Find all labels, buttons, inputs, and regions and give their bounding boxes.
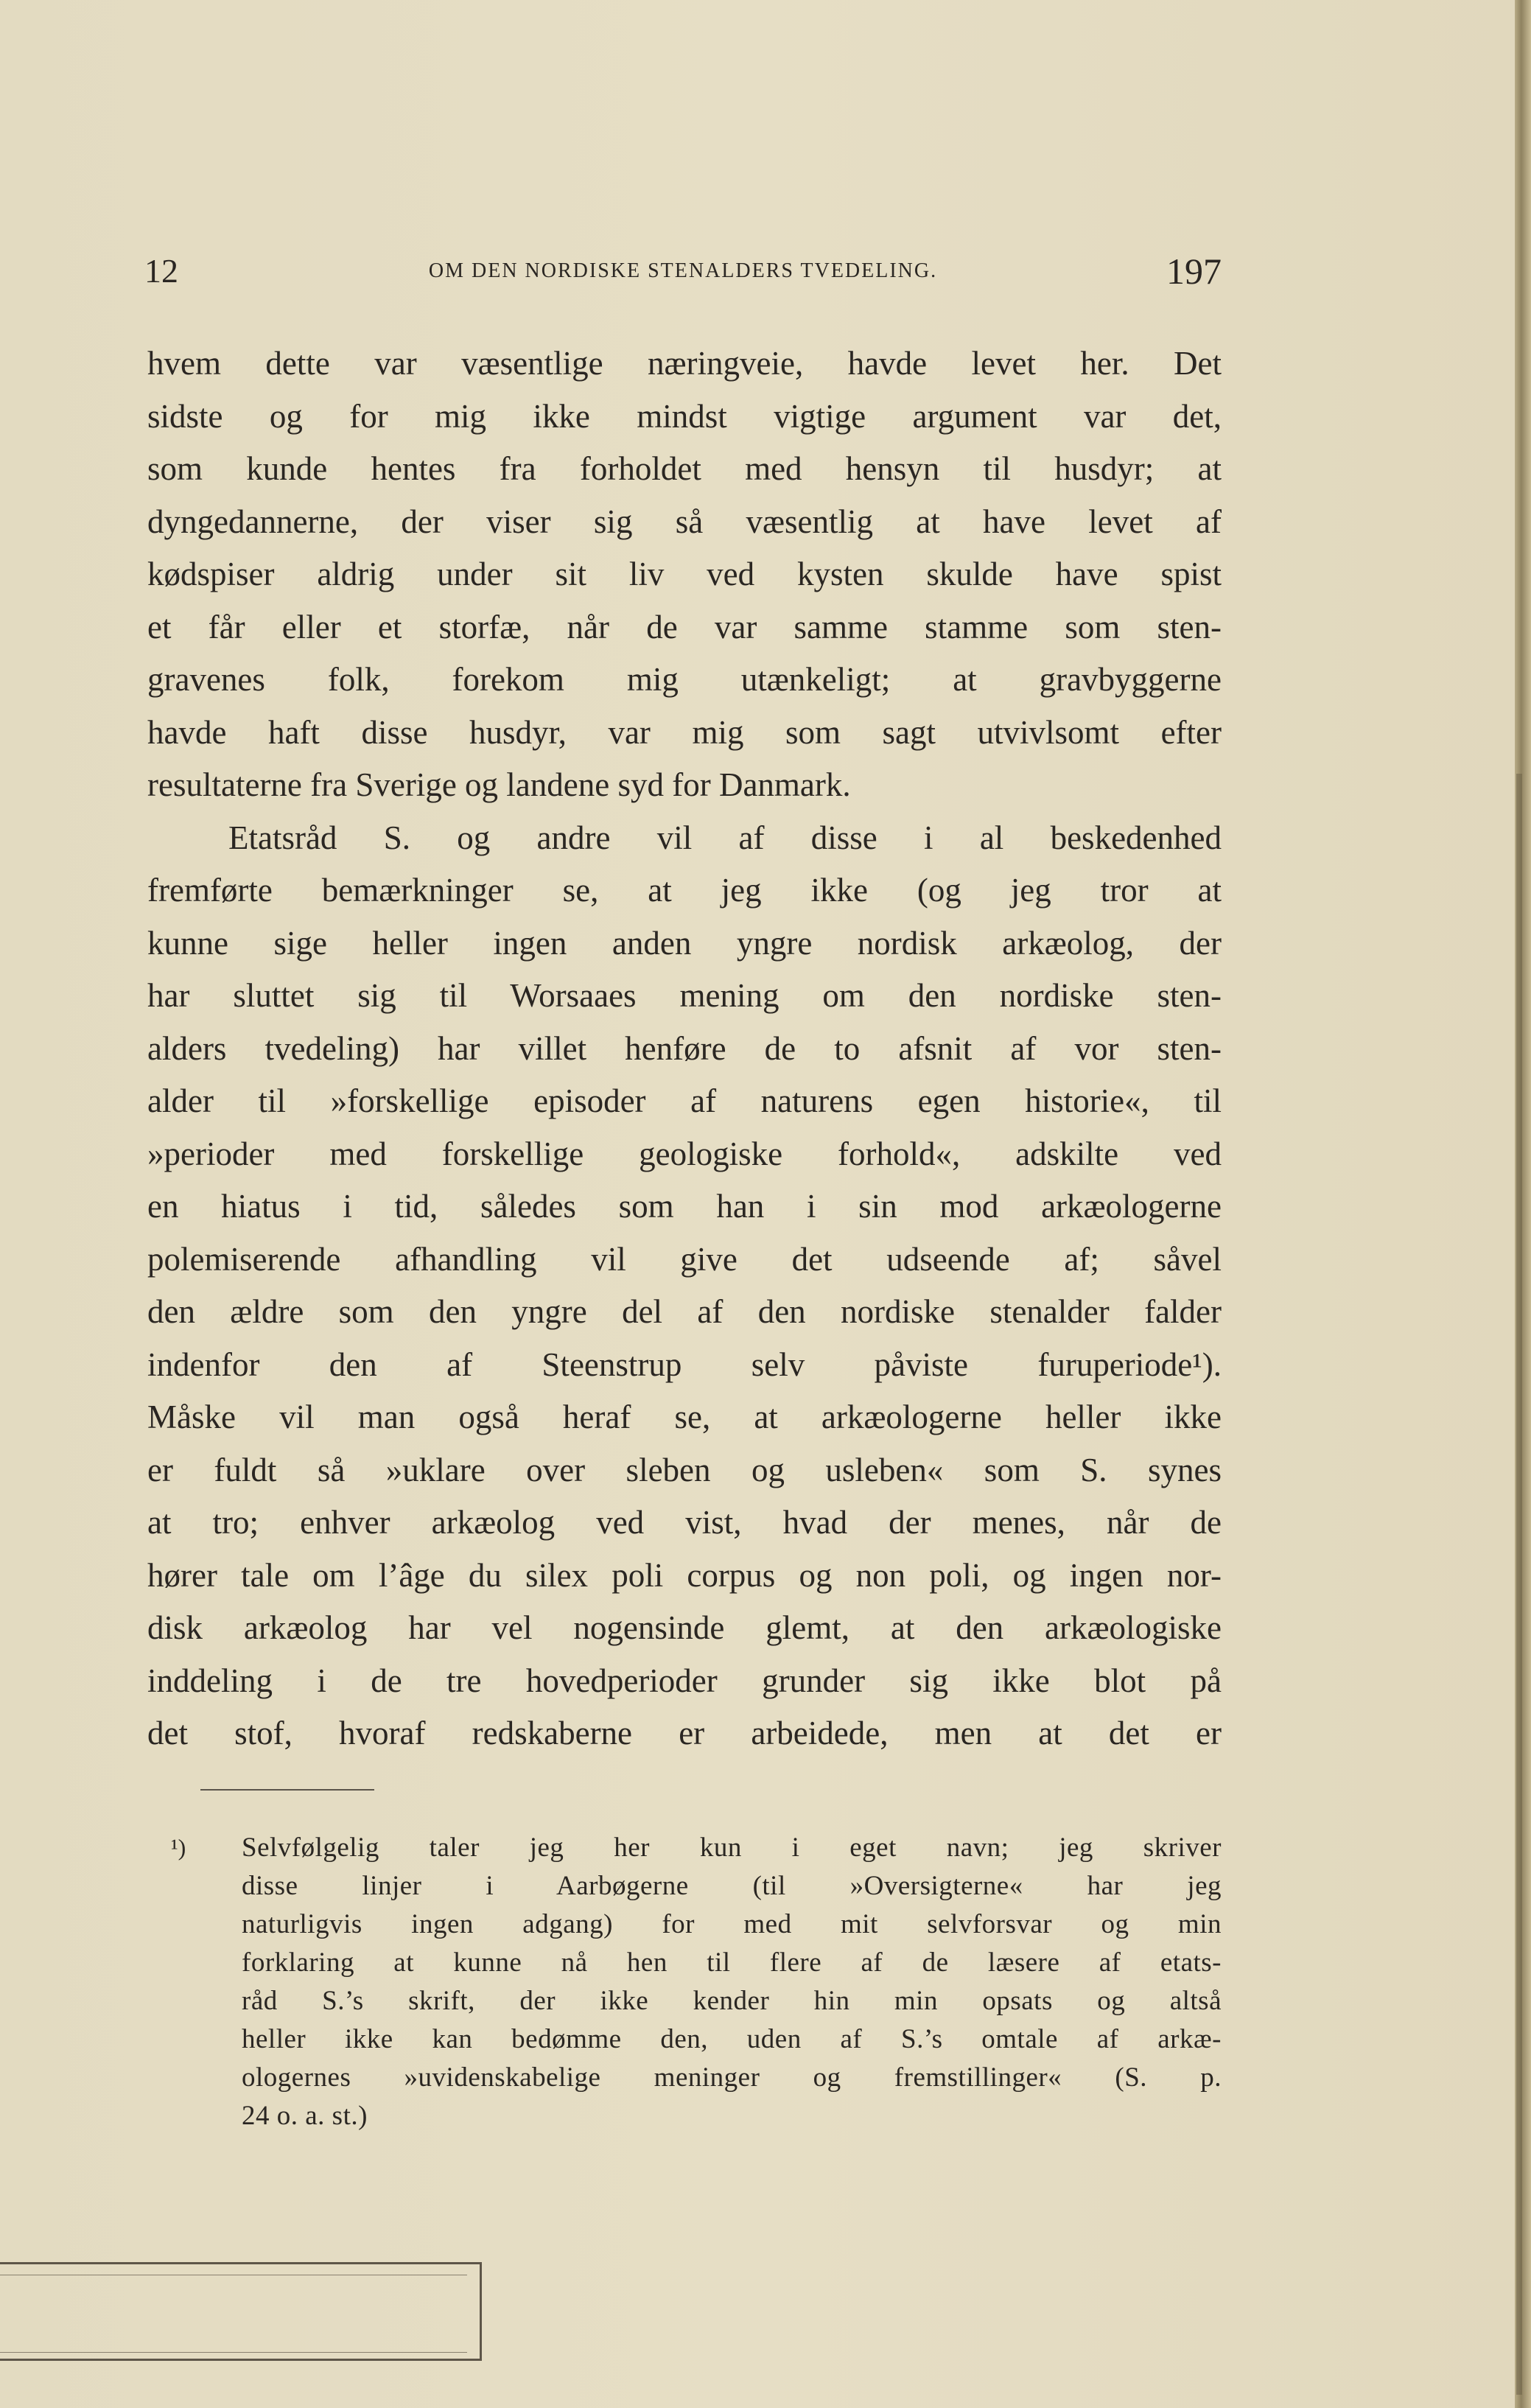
text-line: en hiatus i tid, således som han i sin mod arkæologerne [147,1188,1222,1225]
text-line: hører tale om l’âge du silex poli corpus og non poli, og ingen nor- [147,1556,1222,1594]
footnote-line: disse linjer i Aarbøgerne (til »Oversigterne« har jeg [242,1871,1222,1901]
footnote-line: forklaring at kunne nå hen til flere af de læsere af etats- [242,1947,1222,1978]
main-text [147,337,1222,1760]
text-line: et får eller et storfæ, når de var samme stamme som sten- [147,608,1222,645]
text-line: den ældre som den yngre del af den nordiske stenalder falder [147,1293,1222,1330]
text-line: at tro; enhver arkæolog ved vist, hvad der menes, når de [147,1504,1222,1541]
paragraph-start: Etatsråd S. og andre vil af disse i al beskedenhed [228,819,1222,856]
text-line: det stof, hvoraf redskaberne er arbeidede, men at det er [147,1715,1222,1751]
footnote-line: naturligvis ingen adgang) for med mit selvforsvar og min [242,1909,1222,1939]
text-line: kødspiser aldrig under sit liv ved kysten skulde have spist [147,556,1222,592]
footnote-line: ologernes »uvidenskabelige meninger og fremstillinger« (S. p. [242,2062,1222,2093]
footnote-line: 24 o. a. st.) [242,2101,368,2131]
text-line: hvem dette var væsentlige næringveie, havde levet her. Det [147,345,1222,382]
text-line: alders tvedeling) har villet henføre de to afsnit af vor sten- [147,1029,1222,1067]
text-line: havde haft disse husdyr, var mig som sagt utvivlsomt efter [147,713,1222,751]
text-line: har sluttet sig til Worsaaes mening om den nordiske sten- [147,977,1222,1014]
page-header [144,249,1222,301]
text-line: alder til »forskellige episoder af naturens egen historie«, til [147,1082,1222,1119]
text-line: disk arkæolog har vel nogensinde glemt, at den arkæologiske [147,1609,1222,1646]
footnote-line: Selvfølgelig taler jeg her kun i eget navn; jeg skriver [242,1833,1222,1863]
text-line: resultaterne fra Sverige og landene syd for Danmark. [147,766,851,803]
text-line: Måske vil man også heraf se, at arkæologerne heller ikke [147,1399,1222,1435]
footnote-divider [200,1789,374,1791]
text-line: som kunde hentes fra forholdet med hensyn til husdyr; at [147,450,1222,487]
page-number-right: 197 [1166,251,1222,292]
text-line: kunne sige heller ingen anden yngre nordisk arkæolog, der [147,924,1222,962]
text-line: polemiserende afhandling vil give det udseende af; såvel [147,1240,1222,1278]
library-stamp-box [0,2262,482,2361]
footnote-line: råd S.’s skrift, der ikke kender hin min opsats og altså [242,1986,1222,2016]
text-line: dyngedannerne, der viser sig så væsentlig at have levet af [147,503,1222,540]
text-line: gravenes folk, forekom mig utænkeligt; at gravbyggerne [147,661,1222,698]
text-line: »perioder med forskellige geologiske forhold«, adskilte ved [147,1135,1222,1172]
page-number-left: 12 [144,252,178,290]
stamp-inner-lines [0,2275,467,2353]
footnote-marker: ¹) [171,1834,186,1861]
running-title: OM DEN NORDISKE STENALDERS TVEDELING. [428,259,938,282]
footnote-line: heller ikke kan bedømme den, uden af S.’s omtale af arkæ- [242,2024,1222,2054]
text-line: inddeling i de tre hovedperioder grunder sig ikke blot på [147,1662,1222,1699]
text-line: er fuldt så »uklare over sleben og usleben« som S. synes [147,1451,1222,1488]
footnote-text [242,1829,1222,2135]
page-edge-shadow [1516,774,1522,2395]
text-line: indenfor den af Steenstrup selv påviste furuperiode¹). [147,1345,1222,1383]
text-line: fremførte bemærkninger se, at jeg ikke (og jeg tror at [147,872,1222,909]
text-line: sidste og for mig ikke mindst vigtige argument var det, [147,397,1222,435]
